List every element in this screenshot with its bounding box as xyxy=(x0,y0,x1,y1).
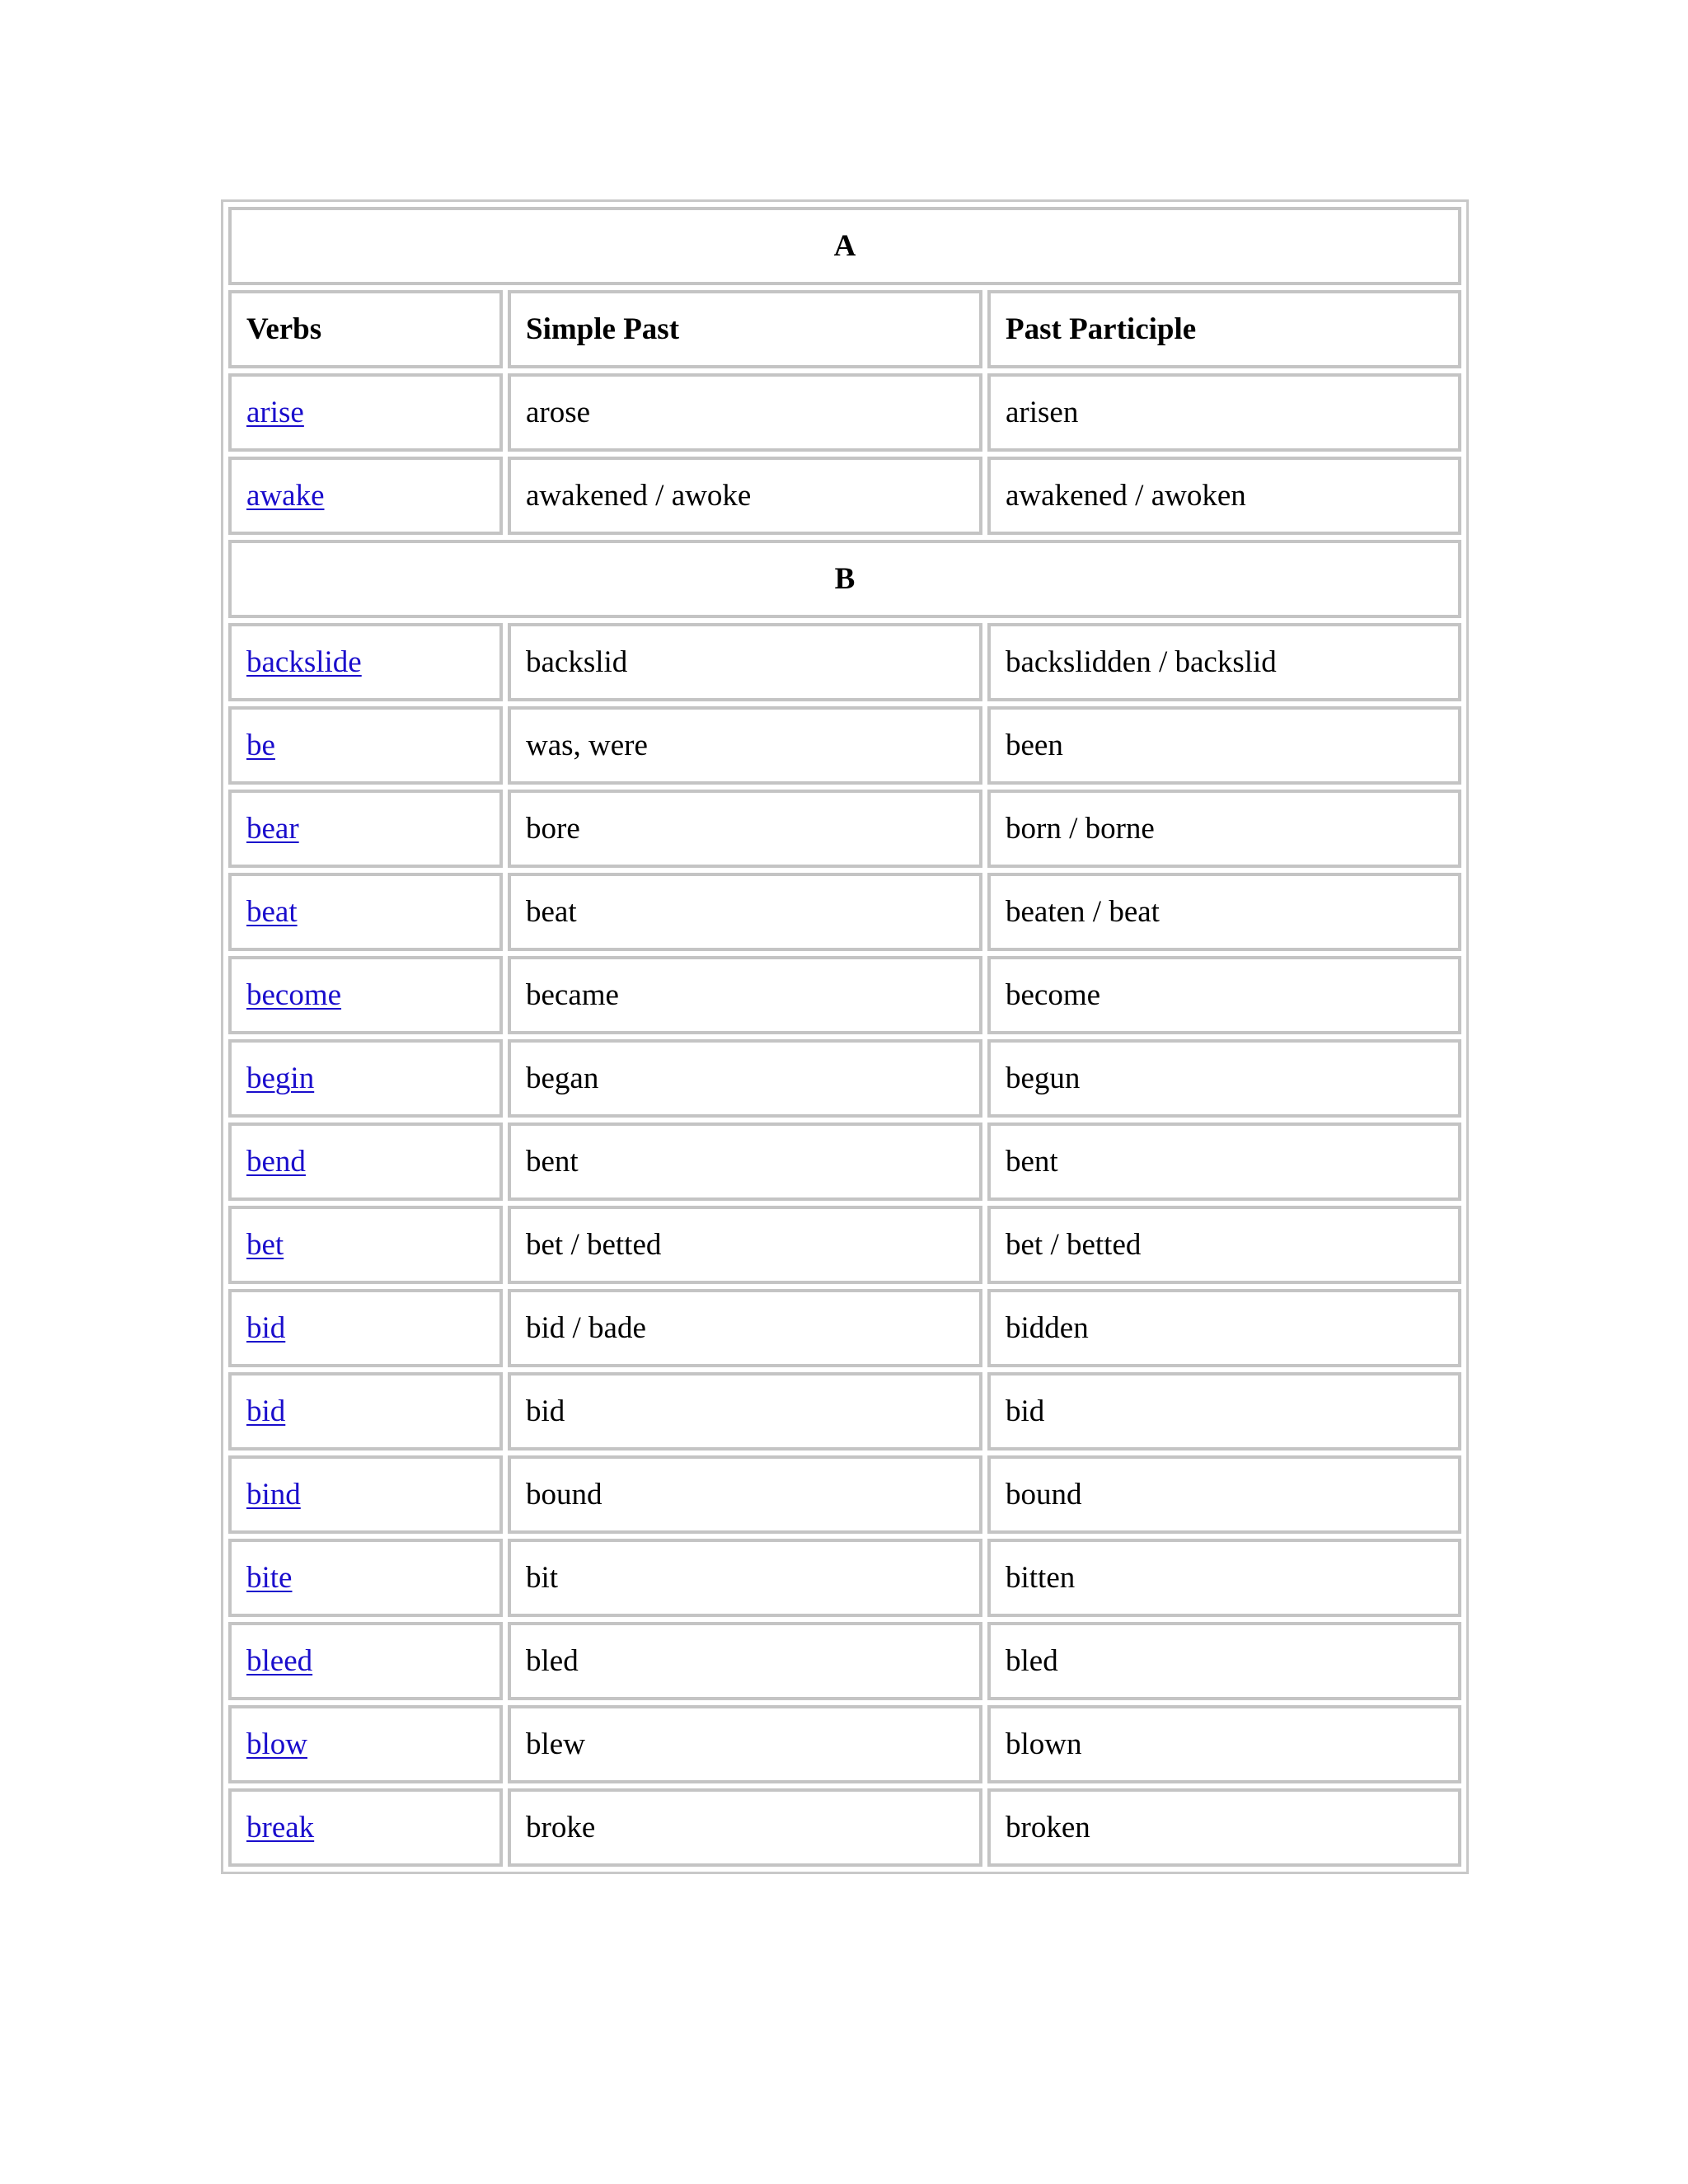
verb-link[interactable]: break xyxy=(246,1811,315,1844)
simple-past-cell: began xyxy=(508,1039,982,1118)
table-row xyxy=(228,1539,1461,1617)
verb-link[interactable]: bind xyxy=(246,1478,301,1511)
past-participle-cell: backslidden / backslid xyxy=(987,623,1461,701)
simple-past-cell: bled xyxy=(508,1622,982,1700)
simple-past-cell: beat xyxy=(508,873,982,951)
table-row xyxy=(228,1206,1461,1284)
past-participle-cell: begun xyxy=(987,1039,1461,1118)
verb-cell xyxy=(228,706,503,785)
verb-link[interactable]: backslide xyxy=(246,645,362,679)
simple-past-cell: bent xyxy=(508,1122,982,1201)
verb-link[interactable]: begin xyxy=(246,1062,315,1095)
verb-cell xyxy=(228,1705,503,1783)
verb-cell xyxy=(228,1289,503,1367)
past-participle-cell: bid xyxy=(987,1372,1461,1451)
past-participle-cell: bidden xyxy=(987,1289,1461,1367)
verb-cell xyxy=(228,1122,503,1201)
past-participle-cell: been xyxy=(987,706,1461,785)
simple-past-cell: bet / betted xyxy=(508,1206,982,1284)
simple-past-cell: arose xyxy=(508,373,982,452)
simple-past-cell: blew xyxy=(508,1705,982,1783)
verb-cell xyxy=(228,1455,503,1534)
verb-link[interactable]: awake xyxy=(246,479,325,513)
simple-past-cell: awakened / awoke xyxy=(508,457,982,535)
past-participle-cell: bled xyxy=(987,1622,1461,1700)
verb-cell xyxy=(228,623,503,701)
verb-cell xyxy=(228,790,503,868)
table-row xyxy=(228,457,1461,535)
verb-cell xyxy=(228,457,503,535)
table-row xyxy=(228,1289,1461,1367)
verb-cell xyxy=(228,1788,503,1867)
verb-cell xyxy=(228,1622,503,1700)
section-letter: A xyxy=(228,207,1461,285)
table-row xyxy=(228,706,1461,785)
verb-cell xyxy=(228,956,503,1034)
past-participle-cell: awakened / awoken xyxy=(987,457,1461,535)
past-participle-cell: bet / betted xyxy=(987,1206,1461,1284)
section-row-a xyxy=(228,207,1461,285)
verb-cell xyxy=(228,1539,503,1617)
past-participle-cell: arisen xyxy=(987,373,1461,452)
table-row xyxy=(228,790,1461,868)
header-row xyxy=(228,290,1461,368)
verb-cell xyxy=(228,373,503,452)
simple-past-cell: became xyxy=(508,956,982,1034)
table-row xyxy=(228,623,1461,701)
irregular-verbs-table xyxy=(221,199,1469,1874)
simple-past-cell: bound xyxy=(508,1455,982,1534)
section-row-b xyxy=(228,540,1461,618)
section-letter: B xyxy=(228,540,1461,618)
past-participle-cell: bound xyxy=(987,1455,1461,1534)
past-participle-cell: become xyxy=(987,956,1461,1034)
verb-link[interactable]: bear xyxy=(246,812,299,846)
past-participle-cell: blown xyxy=(987,1705,1461,1783)
verb-link[interactable]: bleed xyxy=(246,1644,313,1678)
verb-link[interactable]: bid xyxy=(246,1311,286,1345)
verbs-column-header: Verbs xyxy=(228,290,503,368)
simple-past-cell: bid xyxy=(508,1372,982,1451)
table-row xyxy=(228,1372,1461,1451)
verb-link[interactable]: become xyxy=(246,978,342,1012)
table-row xyxy=(228,1788,1461,1867)
verb-link[interactable]: bet xyxy=(246,1228,284,1262)
table-row xyxy=(228,1122,1461,1201)
simple-past-cell: was, were xyxy=(508,706,982,785)
past-participle-cell: broken xyxy=(987,1788,1461,1867)
table-row xyxy=(228,1622,1461,1700)
verb-cell xyxy=(228,1372,503,1451)
verb-link[interactable]: be xyxy=(246,729,275,762)
verb-cell xyxy=(228,1206,503,1284)
past-participle-cell: born / borne xyxy=(987,790,1461,868)
table-row xyxy=(228,373,1461,452)
verb-link[interactable]: bid xyxy=(246,1394,286,1428)
table-row xyxy=(228,1705,1461,1783)
past-participle-cell: beaten / beat xyxy=(987,873,1461,951)
past-participle-cell: bent xyxy=(987,1122,1461,1201)
verb-link[interactable]: bite xyxy=(246,1561,293,1595)
simple-past-cell: bit xyxy=(508,1539,982,1617)
past-participle-cell: bitten xyxy=(987,1539,1461,1617)
verb-cell xyxy=(228,1039,503,1118)
simple-past-cell: broke xyxy=(508,1788,982,1867)
table-row xyxy=(228,873,1461,951)
verb-link[interactable]: arise xyxy=(246,396,304,429)
table-row xyxy=(228,1455,1461,1534)
verb-link[interactable]: bend xyxy=(246,1145,306,1179)
simple-past-cell: backslid xyxy=(508,623,982,701)
simple-past-column-header: Simple Past xyxy=(508,290,982,368)
verb-link[interactable]: blow xyxy=(246,1727,307,1761)
simple-past-cell: bid / bade xyxy=(508,1289,982,1367)
verb-link[interactable]: beat xyxy=(246,895,298,929)
table-row xyxy=(228,1039,1461,1118)
simple-past-cell: bore xyxy=(508,790,982,868)
past-participle-column-header: Past Participle xyxy=(987,290,1461,368)
table-row xyxy=(228,956,1461,1034)
verb-cell xyxy=(228,873,503,951)
